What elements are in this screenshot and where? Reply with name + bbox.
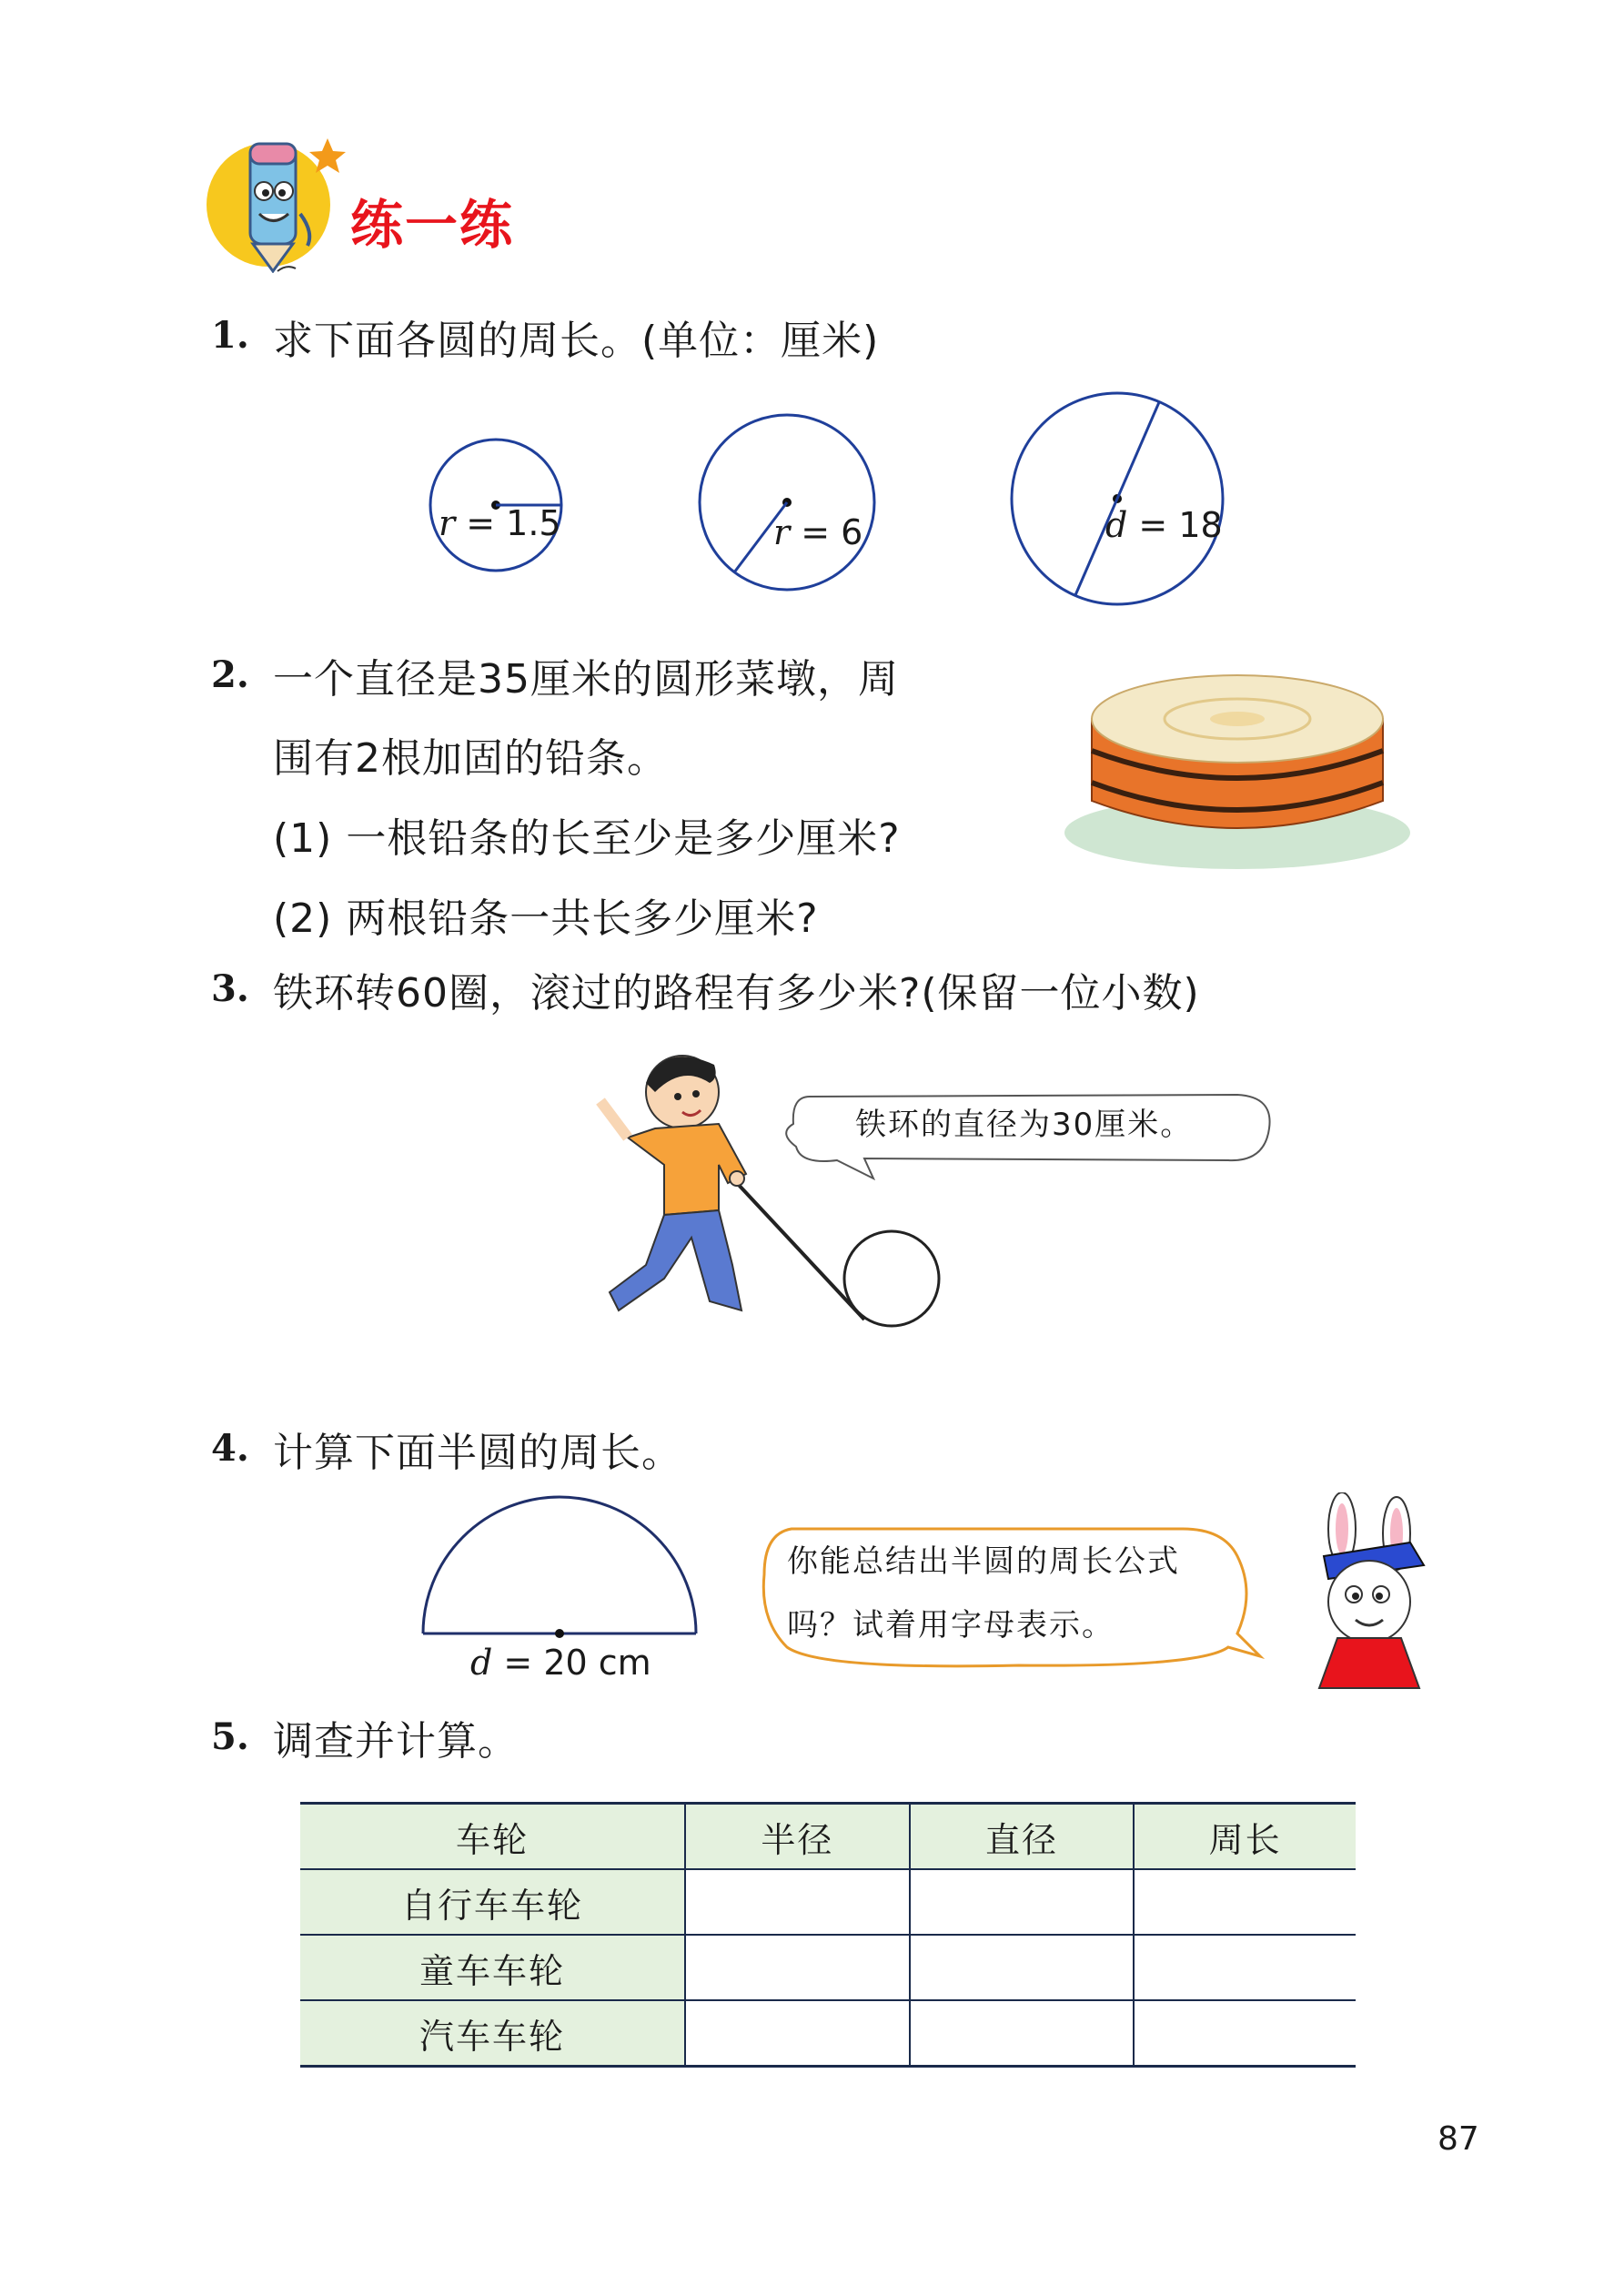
table-cell[interactable]: [685, 1869, 910, 1935]
question-2-sub2: (2) 两根铅条一共长多少厘米?: [273, 895, 819, 942]
page-number: 87: [1437, 2120, 1479, 2158]
rabbit-mascot-icon: [1274, 1492, 1456, 1693]
table-row: [300, 1869, 1356, 1935]
question-4-number: 4.: [211, 1427, 249, 1470]
speech-bubble-q4-line1: 你能总结出半圆的周长公式: [787, 1543, 1180, 1580]
table-cell[interactable]: [910, 1935, 1135, 2000]
table-cell[interactable]: [910, 2000, 1135, 2067]
question-5-text: 调查并计算。: [273, 1718, 519, 1765]
table-cell[interactable]: [1134, 2000, 1356, 2067]
table-row: [300, 2000, 1356, 2067]
pencil-mascot-icon: [200, 127, 355, 273]
speech-bubble-q4-line2: 吗？试着用字母表示。: [787, 1607, 1115, 1644]
question-5-number: 5.: [211, 1715, 249, 1758]
question-2-number: 2.: [211, 653, 249, 696]
table-row: [300, 1935, 1356, 2000]
section-title: 练一练: [350, 194, 515, 256]
table-row-label: 汽车车轮: [300, 2000, 685, 2067]
circle-2-label: r = 6: [773, 512, 863, 552]
speech-bubble-q4: [746, 1511, 1265, 1674]
iron-hoop-icon: [837, 1224, 946, 1333]
table-header-cell: 半径: [685, 1804, 910, 1870]
table-cell[interactable]: [910, 1869, 1135, 1935]
question-2-sub1: (1) 一根铅条的长至少是多少厘米?: [273, 815, 901, 862]
table-header-row: [300, 1804, 1356, 1870]
circle-d-18: [1008, 389, 1226, 608]
semicircle-diagram: [419, 1492, 701, 1638]
question-2-line1: 一个直径是35厘米的圆形菜墩，周: [273, 656, 899, 703]
chopping-board-image: [1046, 655, 1410, 874]
semicircle-label: d = 20 cm: [470, 1643, 651, 1683]
question-3-number: 3.: [211, 967, 249, 1010]
table-cell[interactable]: [1134, 1935, 1356, 2000]
circle-r-6: [696, 411, 878, 593]
survey-table: [300, 1802, 1356, 2068]
circle-3-label: d = 18: [1105, 505, 1223, 545]
table-cell[interactable]: [1134, 1869, 1356, 1935]
question-3-text: 铁环转60圈，滚过的路程有多少米?(保留一位小数): [273, 970, 1200, 1017]
speech-bubble-q3-text: 铁环的直径为30厘米。: [855, 1107, 1194, 1143]
question-2-line2: 围有2根加固的铅条。: [273, 735, 668, 782]
question-4-text: 计算下面半圆的周长。: [273, 1430, 682, 1476]
circle-1-label: r = 1.5: [439, 503, 561, 543]
table-row-label: 童车车轮: [300, 1935, 685, 2000]
question-1-text: 求下面各圆的周长。(单位：厘米): [273, 318, 880, 364]
table-header-cell: 直径: [910, 1804, 1135, 1870]
table-header-cell: 车轮: [300, 1804, 685, 1870]
table-header-cell: 周长: [1134, 1804, 1356, 1870]
table-row-label: 自行车车轮: [300, 1869, 685, 1935]
table-cell[interactable]: [685, 1935, 910, 2000]
table-cell[interactable]: [685, 2000, 910, 2067]
question-1-number: 1.: [211, 314, 249, 357]
